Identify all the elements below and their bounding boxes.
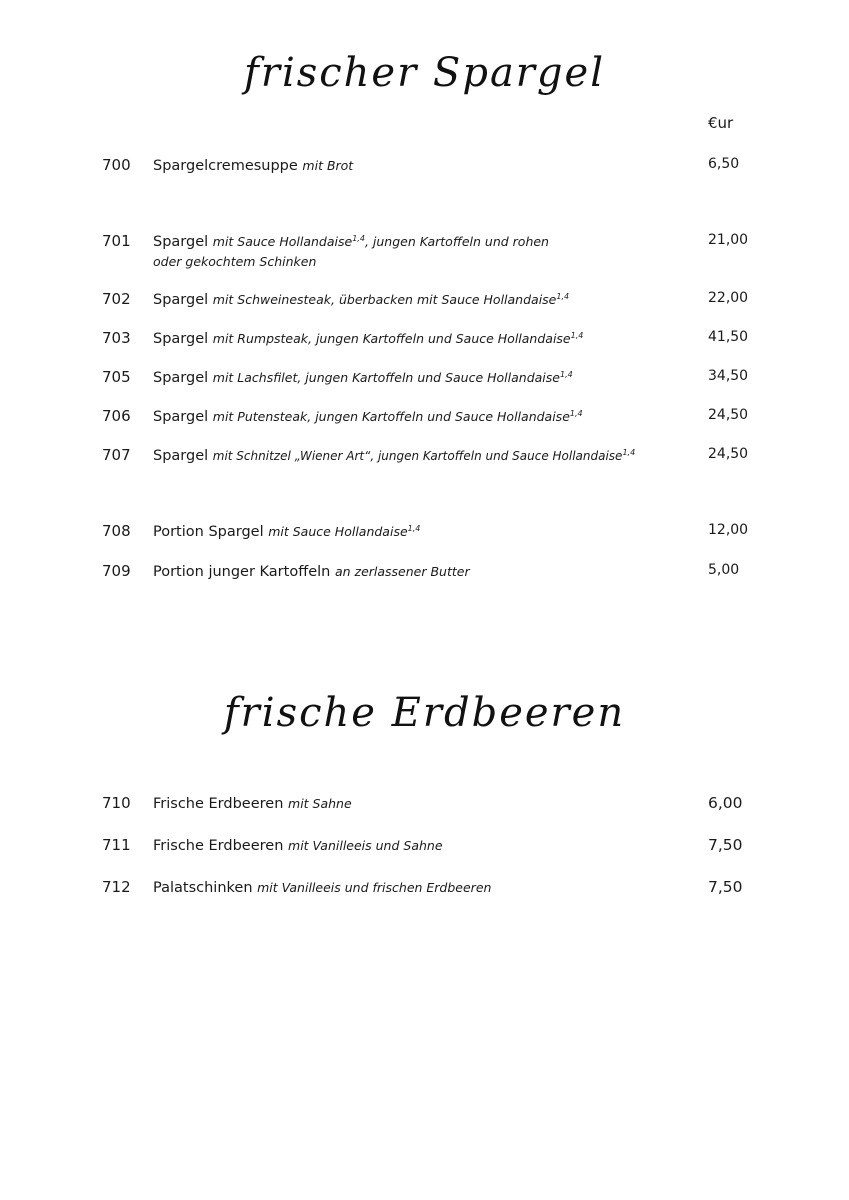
- currency-label: €ur: [708, 114, 734, 132]
- item-description: [153, 878, 673, 898]
- allergen-note: 1,4: [559, 369, 573, 379]
- item-detail: mit Vanilleeis und Sahne: [288, 838, 443, 853]
- allergen-note: 1,4: [622, 447, 636, 457]
- item-description: [153, 562, 673, 582]
- item-detail-cont: , jungen Kartoffeln und rohen: [364, 234, 549, 249]
- item-detail: mit Sauce Hollandaise: [268, 524, 408, 539]
- item-number: 708: [102, 522, 131, 540]
- item-description: [153, 836, 673, 856]
- item-price: 24,50: [708, 446, 749, 462]
- item-number: 702: [102, 290, 131, 308]
- item-description: [153, 794, 673, 814]
- item-detail: mit Lachsfilet, jungen Kartoffeln und Sauce Hollandaise: [212, 370, 560, 385]
- item-name: Spargel: [153, 370, 209, 386]
- allergen-note: 1,4: [352, 233, 365, 243]
- item-price: 34,50: [708, 368, 749, 384]
- allergen-note: 1,4: [570, 330, 584, 340]
- item-name: Frische Erdbeeren: [153, 838, 284, 854]
- item-number: 705: [102, 368, 131, 386]
- item-price: 6,00: [708, 794, 743, 812]
- item-number: 701: [102, 232, 131, 250]
- item-name: Palatschinken: [153, 880, 253, 896]
- item-detail: mit Sauce Hollandaise: [212, 234, 353, 249]
- item-price: 7,50: [708, 878, 743, 896]
- item-number: 712: [102, 878, 131, 896]
- item-number: 703: [102, 329, 131, 347]
- item-description: [153, 329, 673, 349]
- item-price: 22,00: [708, 290, 749, 306]
- item-number: 710: [102, 794, 131, 812]
- item-detail-line2: oder gekochtem Schinken: [153, 254, 317, 269]
- section-title-erdbeeren: frische Erdbeeren: [223, 690, 626, 736]
- item-price: 41,50: [708, 329, 749, 345]
- item-name: Frische Erdbeeren: [153, 796, 284, 812]
- item-detail: mit Schweinesteak, überbacken mit Sauce Hollandaise: [212, 292, 557, 307]
- allergen-note: 1,4: [569, 408, 583, 418]
- item-name: Spargel: [153, 331, 209, 347]
- item-detail: mit Brot: [302, 158, 354, 173]
- item-price: 21,00: [708, 232, 749, 248]
- item-name: Spargel: [153, 409, 209, 425]
- item-number: 706: [102, 407, 131, 425]
- item-description: [153, 446, 698, 466]
- item-detail: mit Rumpsteak, jungen Kartoffeln und Sauce Hollandaise: [212, 331, 571, 346]
- allergen-note: 1,4: [556, 291, 570, 301]
- allergen-note: 1,4: [407, 523, 421, 533]
- item-description: [153, 232, 673, 271]
- item-price: 12,00: [708, 522, 749, 538]
- item-description: [153, 407, 673, 427]
- item-detail: mit Putensteak, jungen Kartoffeln und Sauce Hollandaise: [212, 409, 570, 424]
- item-name: Spargelcremesuppe: [153, 158, 298, 174]
- item-description: [153, 290, 673, 310]
- item-description: [153, 522, 673, 542]
- item-price: 7,50: [708, 836, 743, 854]
- item-price: 6,50: [708, 156, 740, 172]
- item-detail: mit Sahne: [288, 796, 352, 811]
- item-description: [153, 156, 673, 176]
- item-detail: mit Vanilleeis und frischen Erdbeeren: [257, 880, 492, 895]
- item-name: Portion Spargel: [153, 524, 264, 540]
- item-name: Spargel: [153, 234, 209, 250]
- item-name: Portion junger Kartoffeln: [153, 564, 331, 580]
- item-name: Spargel: [153, 448, 209, 464]
- item-number: 707: [102, 446, 131, 464]
- item-description: [153, 368, 673, 388]
- section-title-spargel: frischer Spargel: [244, 50, 605, 96]
- item-price: 5,00: [708, 562, 740, 578]
- item-price: 24,50: [708, 407, 749, 423]
- item-number: 711: [102, 836, 131, 854]
- item-name: Spargel: [153, 292, 209, 308]
- item-number: 700: [102, 156, 131, 174]
- item-detail: an zerlassener Butter: [334, 564, 470, 579]
- item-number: 709: [102, 562, 131, 580]
- item-detail: mit Schnitzel „Wiener Art“, jungen Kartoffeln und Sauce Hollandaise: [212, 449, 623, 463]
